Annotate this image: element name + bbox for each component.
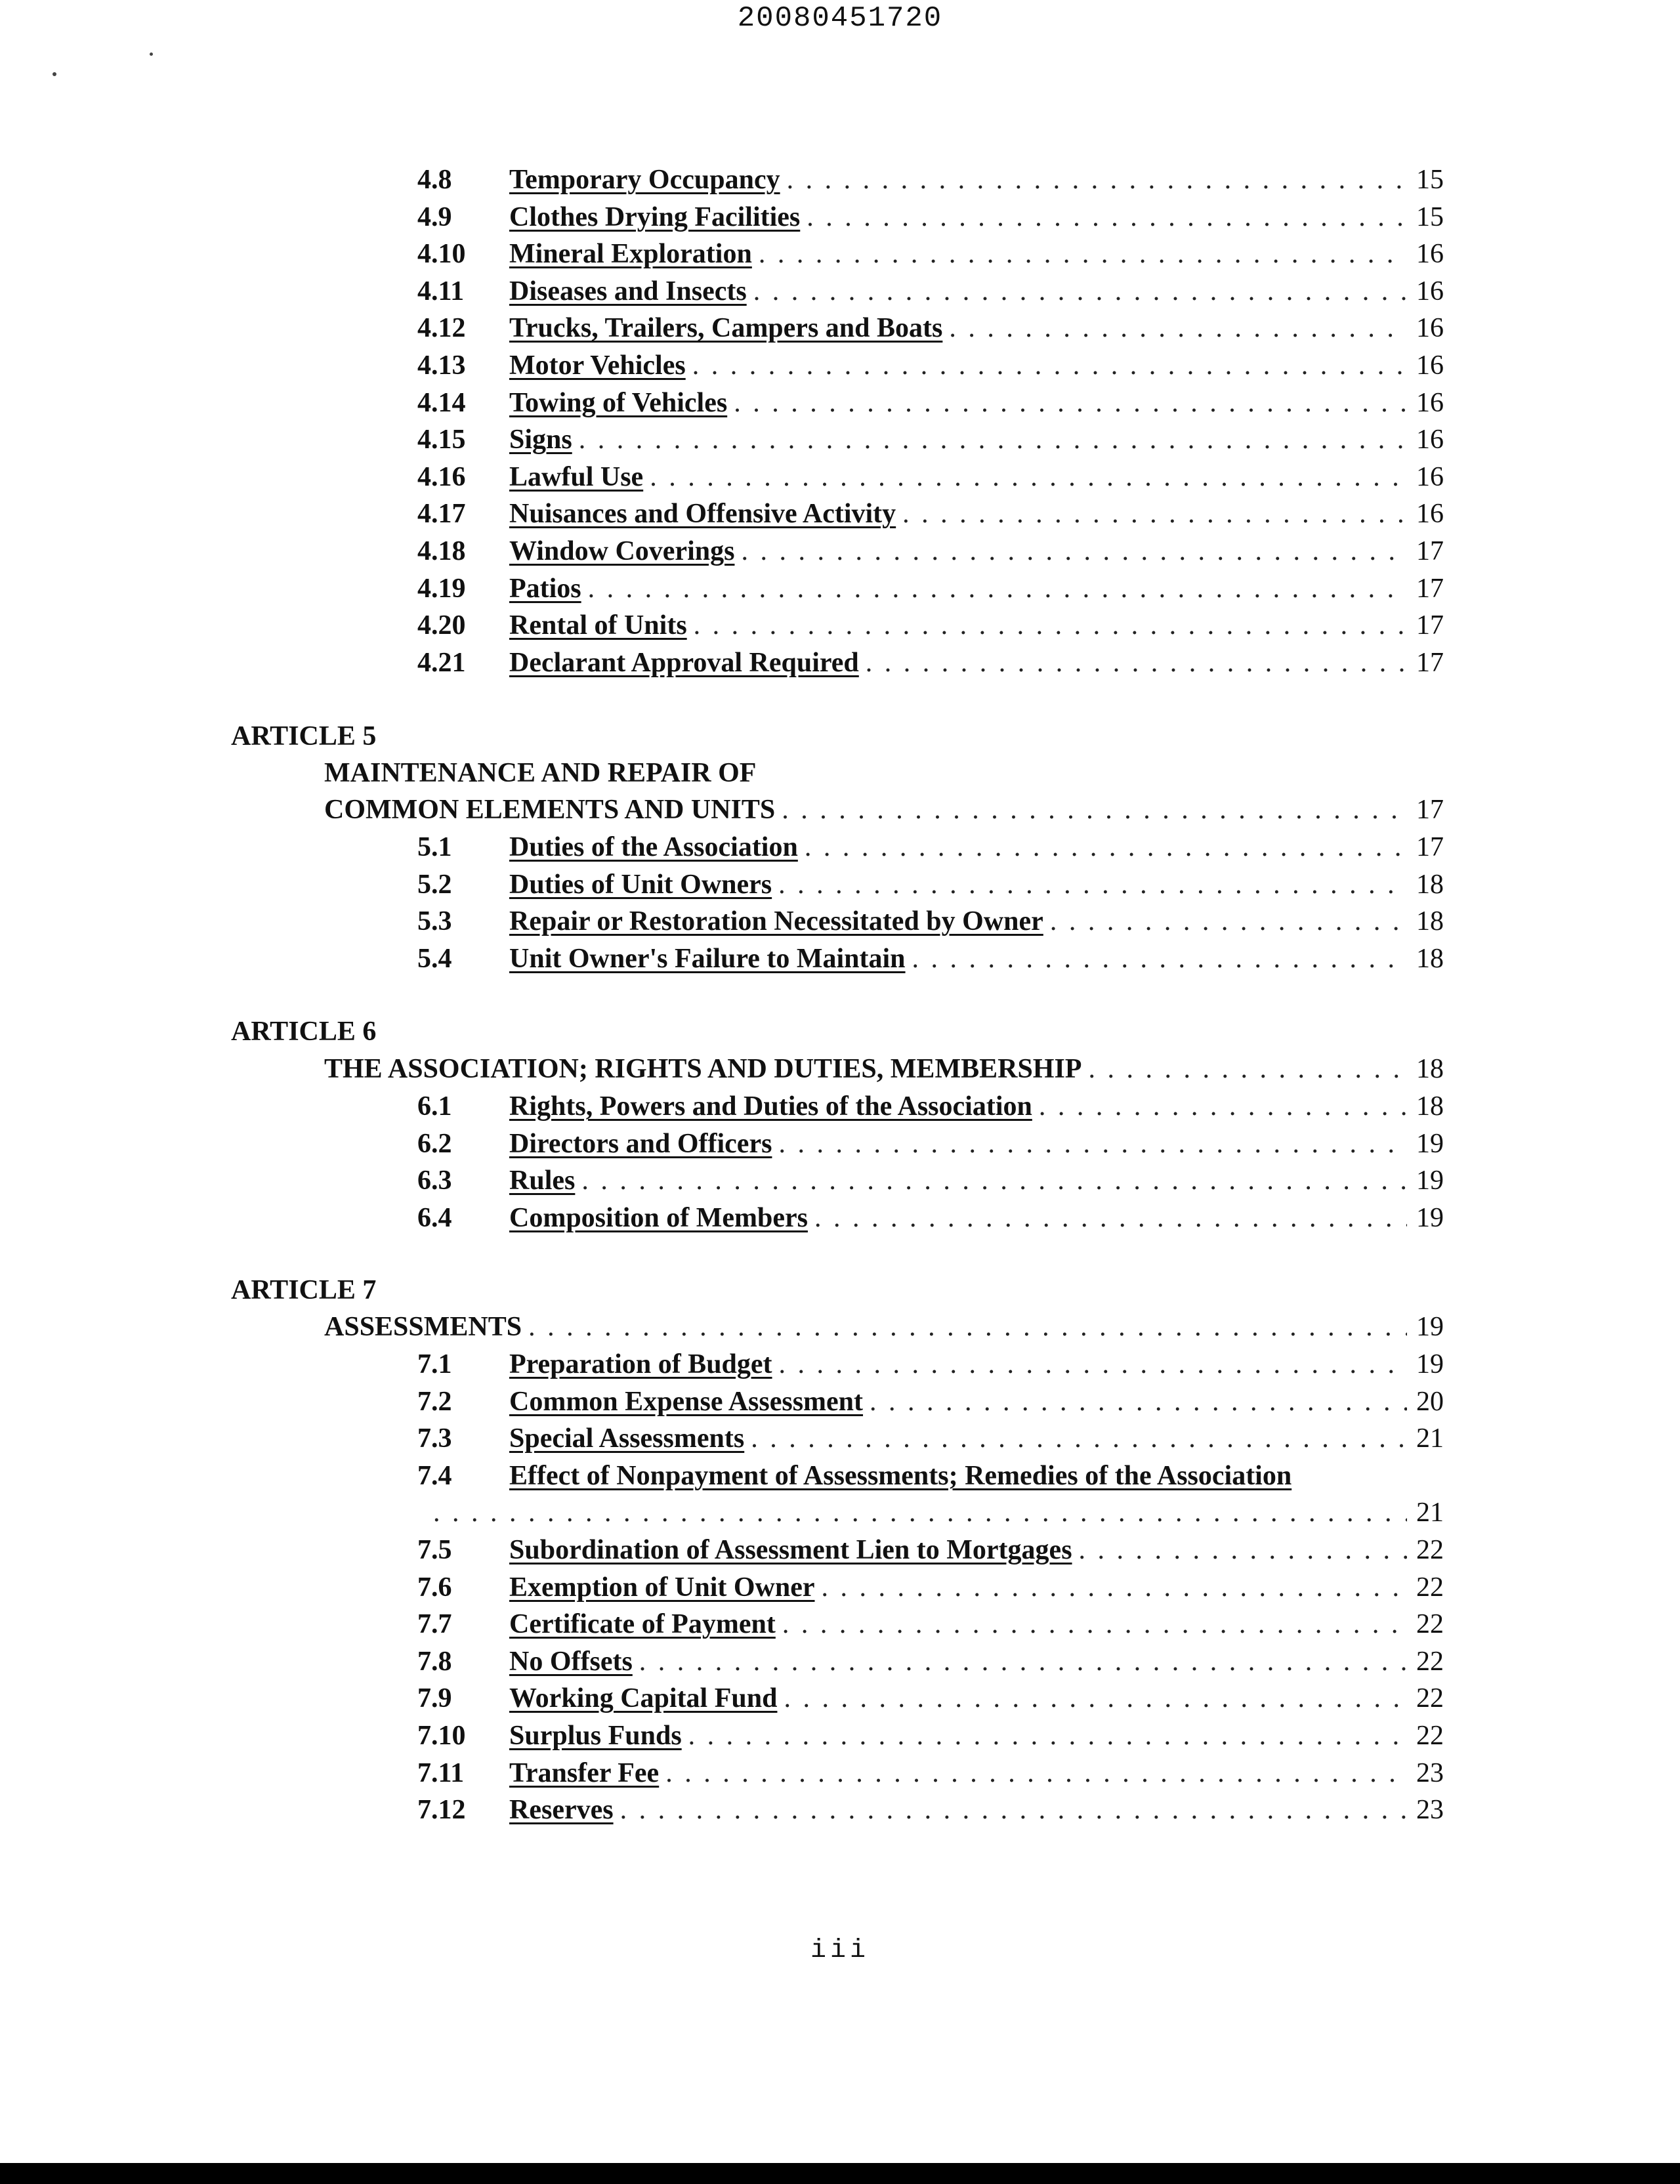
entry-page: 22 <box>1416 1683 1444 1714</box>
entry-title: Special Assessments <box>509 1423 745 1454</box>
entry-title: Rules <box>509 1166 576 1196</box>
entry-page: 18 <box>1416 943 1444 974</box>
entry-page: 17 <box>1416 573 1444 604</box>
entry-number: 7.3 <box>417 1423 452 1454</box>
entry-page: 22 <box>1416 1609 1444 1640</box>
entry-number: 7.4 <box>417 1460 452 1491</box>
entry-number: 7.11 <box>417 1757 465 1788</box>
article-heading: ARTICLE 7 <box>231 1275 377 1305</box>
entry-title: Signs <box>509 425 572 455</box>
entry-number: 5.1 <box>417 832 452 862</box>
dot-leader <box>870 1383 1407 1420</box>
toc-entry <box>417 1458 1444 1494</box>
toc-entry <box>417 570 1444 607</box>
entry-number: 6.2 <box>417 1128 452 1159</box>
toc-entry <box>417 1162 1444 1199</box>
dot-leader <box>665 1755 1407 1792</box>
toc-entry <box>417 421 1444 458</box>
entry-number: 5.3 <box>417 906 452 937</box>
entry-page: 19 <box>1416 1349 1444 1379</box>
entry-page: 23 <box>1416 1795 1444 1826</box>
dot-leader <box>650 459 1407 495</box>
toc-entry-continuation <box>427 1494 1444 1531</box>
toc-entry <box>417 1755 1444 1792</box>
dot-leader <box>912 940 1407 977</box>
toc-entry <box>417 1125 1444 1162</box>
toc-entry <box>417 273 1444 310</box>
entry-number: 4.19 <box>417 573 466 604</box>
entry-page: 15 <box>1416 165 1444 195</box>
dot-leader <box>759 236 1407 272</box>
entry-number: 4.15 <box>417 425 466 455</box>
entry-title: Window Coverings <box>509 536 735 566</box>
dot-leader <box>581 1162 1407 1199</box>
entry-number: 7.12 <box>417 1795 466 1826</box>
dot-leader <box>692 347 1407 384</box>
dot-leader <box>866 644 1407 681</box>
entry-page: 16 <box>1416 350 1444 381</box>
entry-number: 7.9 <box>417 1683 452 1714</box>
entry-number: 4.13 <box>417 350 466 381</box>
entry-page: 18 <box>1416 906 1444 937</box>
dot-leader <box>751 1420 1407 1457</box>
toc-entry <box>417 866 1444 903</box>
dot-leader <box>753 273 1407 310</box>
entry-page: 16 <box>1416 425 1444 455</box>
toc-entry <box>417 1200 1444 1236</box>
entry-title: No Offsets <box>509 1646 633 1677</box>
dot-leader <box>579 421 1407 458</box>
entry-title: Declarant Approval Required <box>509 647 859 678</box>
dot-leader <box>1050 903 1407 940</box>
dot-leader <box>620 1792 1407 1828</box>
dot-leader <box>782 1606 1407 1643</box>
entry-page: 19 <box>1416 1312 1444 1342</box>
toc-entry <box>417 1532 1444 1568</box>
dot-leader <box>782 791 1407 828</box>
entry-title: THE ASSOCIATION; RIGHTS AND DUTIES, MEMBERSHIP <box>324 1054 1082 1084</box>
toc-entry <box>417 1606 1444 1643</box>
entry-number: 5.4 <box>417 943 452 974</box>
entry-title: Duties of the Association <box>509 832 798 862</box>
scan-border <box>0 2163 1680 2184</box>
page-number: iii <box>810 1936 870 1965</box>
toc-entry <box>417 607 1444 644</box>
entry-title: Duties of Unit Owners <box>509 869 772 900</box>
entry-number: 7.6 <box>417 1572 452 1603</box>
entry-title: Nuisances and Offensive Activity <box>509 499 896 530</box>
toc-entry <box>417 1792 1444 1828</box>
entry-number: 7.1 <box>417 1349 452 1379</box>
entry-number: 4.21 <box>417 647 466 678</box>
dot-leader <box>814 1200 1407 1236</box>
entry-page: 16 <box>1416 387 1444 418</box>
dot-leader <box>778 1125 1407 1162</box>
dot-leader <box>784 1680 1407 1717</box>
entry-title: Effect of Nonpayment of Assessments; Remedies of the Association <box>509 1460 1292 1491</box>
entry-title: ASSESSMENTS <box>324 1312 522 1342</box>
dot-leader <box>1039 1088 1407 1125</box>
entry-title: Working Capital Fund <box>509 1683 778 1714</box>
dot-leader <box>902 495 1407 532</box>
entry-title: Lawful Use <box>509 461 644 492</box>
entry-page: 22 <box>1416 1535 1444 1565</box>
entry-title: Common Expense Assessment <box>509 1386 864 1417</box>
toc-entry <box>417 940 1444 977</box>
toc-entry <box>417 459 1444 495</box>
entry-page: 17 <box>1416 610 1444 641</box>
entry-page: 16 <box>1416 239 1444 270</box>
toc-entry <box>417 236 1444 272</box>
dot-leader <box>734 385 1407 421</box>
entry-title: Repair or Restoration Necessitated by Owner <box>509 906 1043 937</box>
toc-entry <box>417 347 1444 384</box>
article-title: MAINTENANCE AND REPAIR OF <box>324 758 757 788</box>
entry-number: 4.10 <box>417 239 466 270</box>
toc-entry <box>417 533 1444 570</box>
entry-number: 4.16 <box>417 461 466 492</box>
toc-entry <box>417 385 1444 421</box>
entry-page: 19 <box>1416 1202 1444 1233</box>
entry-page: 23 <box>1416 1757 1444 1788</box>
entry-title: Rental of Units <box>509 610 687 641</box>
entry-page: 21 <box>1416 1423 1444 1454</box>
dot-leader <box>787 161 1407 198</box>
toc-entry <box>417 1569 1444 1606</box>
toc-entry <box>417 199 1444 236</box>
document-id: 20080451720 <box>737 2 943 35</box>
entry-number: 4.11 <box>417 276 465 306</box>
entry-page: 22 <box>1416 1646 1444 1677</box>
toc-entry <box>417 1680 1444 1717</box>
entry-page: 18 <box>1416 869 1444 900</box>
entry-number: 6.4 <box>417 1202 452 1233</box>
entry-page: 17 <box>1416 647 1444 678</box>
entry-title: Certificate of Payment <box>509 1609 776 1640</box>
entry-number: 7.5 <box>417 1535 452 1565</box>
entry-page: 22 <box>1416 1721 1444 1751</box>
entry-title: Trucks, Trailers, Campers and Boats <box>509 313 943 344</box>
entry-title: Directors and Officers <box>509 1128 772 1159</box>
dot-leader <box>779 1346 1407 1383</box>
entry-page: 17 <box>1416 536 1444 566</box>
entry-number: 4.17 <box>417 499 466 530</box>
entry-title: Rights, Powers and Duties of the Association <box>509 1091 1032 1122</box>
entry-number: 4.9 <box>417 201 452 232</box>
entry-page: 18 <box>1416 1054 1444 1084</box>
toc-entry <box>417 1717 1444 1754</box>
dot-leader <box>805 829 1407 866</box>
article-title-entry <box>324 791 1444 828</box>
entry-page: 16 <box>1416 276 1444 306</box>
dot-leader <box>949 310 1407 346</box>
entry-page: 22 <box>1416 1572 1444 1603</box>
entry-title: Diseases and Insects <box>509 276 747 306</box>
entry-page: 16 <box>1416 499 1444 530</box>
entry-page: 20 <box>1416 1386 1444 1417</box>
entry-title: Exemption of Unit Owner <box>509 1572 815 1603</box>
entry-number: 6.1 <box>417 1091 452 1122</box>
article-heading: ARTICLE 5 <box>231 721 377 751</box>
entry-number: 6.3 <box>417 1166 452 1196</box>
entry-title: Preparation of Budget <box>509 1349 772 1379</box>
entry-number: 7.7 <box>417 1609 452 1640</box>
entry-number: 4.18 <box>417 536 466 566</box>
entry-number: 4.8 <box>417 165 452 195</box>
entry-page: 17 <box>1416 795 1444 825</box>
dot-leader <box>1079 1532 1407 1568</box>
entry-title: COMMON ELEMENTS AND UNITS <box>324 795 776 825</box>
dot-leader <box>588 570 1407 607</box>
entry-number: 7.8 <box>417 1646 452 1677</box>
toc-entry <box>417 1346 1444 1383</box>
entry-page: 19 <box>1416 1166 1444 1196</box>
entry-title: Transfer Fee <box>509 1757 660 1788</box>
toc-entry <box>417 829 1444 866</box>
toc-entry <box>417 903 1444 940</box>
toc-entry <box>417 1420 1444 1457</box>
entry-number: 4.20 <box>417 610 466 641</box>
toc-entry <box>417 1383 1444 1420</box>
dot-leader <box>807 199 1407 236</box>
entry-title: Surplus Funds <box>509 1721 682 1751</box>
entry-number: 7.2 <box>417 1386 452 1417</box>
entry-title: Unit Owner's Failure to Maintain <box>509 943 906 974</box>
dot-leader <box>694 607 1407 644</box>
entry-title: Towing of Vehicles <box>509 387 728 418</box>
article-heading: ARTICLE 6 <box>231 1017 377 1047</box>
entry-number: 5.2 <box>417 869 452 900</box>
entry-title: Temporary Occupancy <box>509 165 780 195</box>
entry-page: 21 <box>1416 1498 1444 1528</box>
entry-title: Motor Vehicles <box>509 350 686 381</box>
entry-title: Reserves <box>509 1795 614 1826</box>
toc-entry <box>417 495 1444 532</box>
toc-entry <box>417 1088 1444 1125</box>
entry-title: Subordination of Assessment Lien to Mortgages <box>509 1535 1072 1565</box>
dot-leader <box>1088 1051 1407 1087</box>
dot-leader <box>741 533 1407 570</box>
dot-leader <box>528 1309 1407 1345</box>
entry-page: 16 <box>1416 313 1444 344</box>
entry-number: 7.10 <box>417 1721 466 1751</box>
toc-entry <box>417 161 1444 198</box>
toc-entry <box>417 1643 1444 1680</box>
article-title-entry <box>324 1309 1444 1345</box>
entry-number: 4.14 <box>417 387 466 418</box>
dot-leader <box>433 1494 1407 1531</box>
dot-leader <box>822 1569 1408 1606</box>
entry-title: Clothes Drying Facilities <box>509 201 801 232</box>
entry-page: 16 <box>1416 461 1444 492</box>
toc-entry <box>417 310 1444 346</box>
entry-page: 17 <box>1416 832 1444 862</box>
entry-page: 19 <box>1416 1128 1444 1159</box>
entry-title: Patios <box>509 573 581 604</box>
entry-page: 15 <box>1416 201 1444 232</box>
dot-leader <box>778 866 1407 903</box>
dot-leader <box>688 1717 1407 1754</box>
dot-leader <box>639 1643 1407 1680</box>
article-title-entry <box>324 1051 1444 1087</box>
entry-title: Mineral Exploration <box>509 239 752 270</box>
entry-number: 4.12 <box>417 313 466 344</box>
toc-entry <box>417 644 1444 681</box>
entry-title: Composition of Members <box>509 1202 808 1233</box>
entry-page: 18 <box>1416 1091 1444 1122</box>
